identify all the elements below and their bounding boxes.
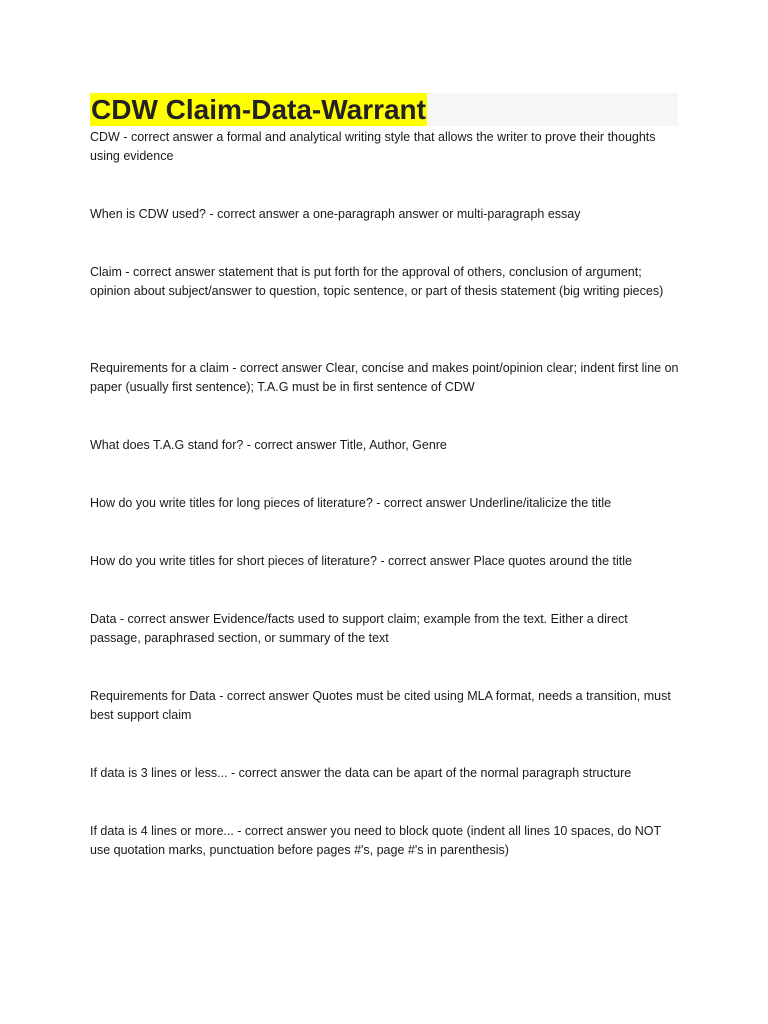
document-title: CDW Claim-Data-Warrant bbox=[91, 94, 426, 125]
flashcard-entry bbox=[90, 494, 680, 513]
entry-answer: Evidence/facts used to support claim; example from the text. Either a direct passage, paraphrased section, or summary of the text bbox=[90, 612, 628, 646]
entry-separator: - correct answer bbox=[116, 612, 213, 626]
flashcard-entry bbox=[90, 764, 680, 783]
entry-term: If data is 3 lines or less... bbox=[90, 766, 228, 780]
entry-answer: Title, Author, Genre bbox=[339, 438, 447, 452]
entry-answer: statement that is put forth for the approval of others, conclusion of argument; opinion about subject/answer to question, topic sentence, or part of thesis statement (big writing pieces) bbox=[90, 265, 664, 299]
entry-separator: - correct answer bbox=[233, 824, 331, 838]
flashcard-entry bbox=[90, 359, 680, 397]
entry-term: How do you write titles for long pieces of literature? bbox=[90, 496, 373, 510]
entry-separator: - correct answer bbox=[121, 265, 219, 279]
entry-term: Requirements for a claim bbox=[90, 361, 229, 375]
entry-term: Requirements for Data bbox=[90, 689, 216, 703]
entry-separator: - correct answer bbox=[215, 689, 313, 703]
entry-term: Claim bbox=[90, 265, 122, 279]
flashcard-entry bbox=[90, 687, 680, 725]
entry-answer: Quotes must be cited using MLA format, needs a transition, must best support claim bbox=[90, 689, 671, 723]
entry-term: What does T.A.G stand for? bbox=[90, 438, 244, 452]
flashcard-entry bbox=[90, 610, 680, 648]
entry-separator: - correct answer bbox=[372, 496, 470, 510]
entry-answer: a formal and analytical writing style that allows the writer to prove their thoughts using evidence bbox=[90, 130, 656, 164]
entry-separator: - correct answer bbox=[228, 361, 326, 375]
entry-separator: - correct answer bbox=[206, 207, 303, 221]
entry-separator: - correct answer bbox=[227, 766, 325, 780]
entry-term: When is CDW used? bbox=[90, 207, 207, 221]
flashcard-entry bbox=[90, 552, 680, 571]
flashcard-entry bbox=[90, 128, 680, 166]
entry-term: How do you write titles for short pieces of literature? bbox=[90, 554, 377, 568]
entry-term: Data bbox=[90, 612, 117, 626]
entry-answer: you need to block quote (indent all lines 10 spaces, do NOT use quotation marks, punctuation before pages #'s, page #'s in parenthesis) bbox=[90, 824, 661, 858]
entry-term: If data is 4 lines or more... bbox=[90, 824, 234, 838]
flashcard-entry bbox=[90, 436, 680, 455]
flashcard-entry bbox=[90, 205, 680, 224]
entry-answer: the data can be apart of the normal paragraph structure bbox=[324, 766, 632, 780]
entry-separator: - correct answer bbox=[243, 438, 340, 452]
entry-answer: Underline/italicize the title bbox=[469, 496, 612, 510]
entry-separator: - correct answer bbox=[119, 130, 217, 144]
entry-term: CDW bbox=[90, 130, 120, 144]
entry-answer: Place quotes around the title bbox=[473, 554, 632, 568]
flashcard-entry bbox=[90, 822, 680, 860]
entry-answer: a one-paragraph answer or multi-paragraph essay bbox=[302, 207, 581, 221]
entry-answer: Clear, concise and makes point/opinion clear; indent first line on paper (usually first sentence); T.A.G must be in first sentence of CDW bbox=[90, 361, 679, 395]
flashcard-entry bbox=[90, 263, 680, 301]
entry-separator: - correct answer bbox=[376, 554, 474, 568]
